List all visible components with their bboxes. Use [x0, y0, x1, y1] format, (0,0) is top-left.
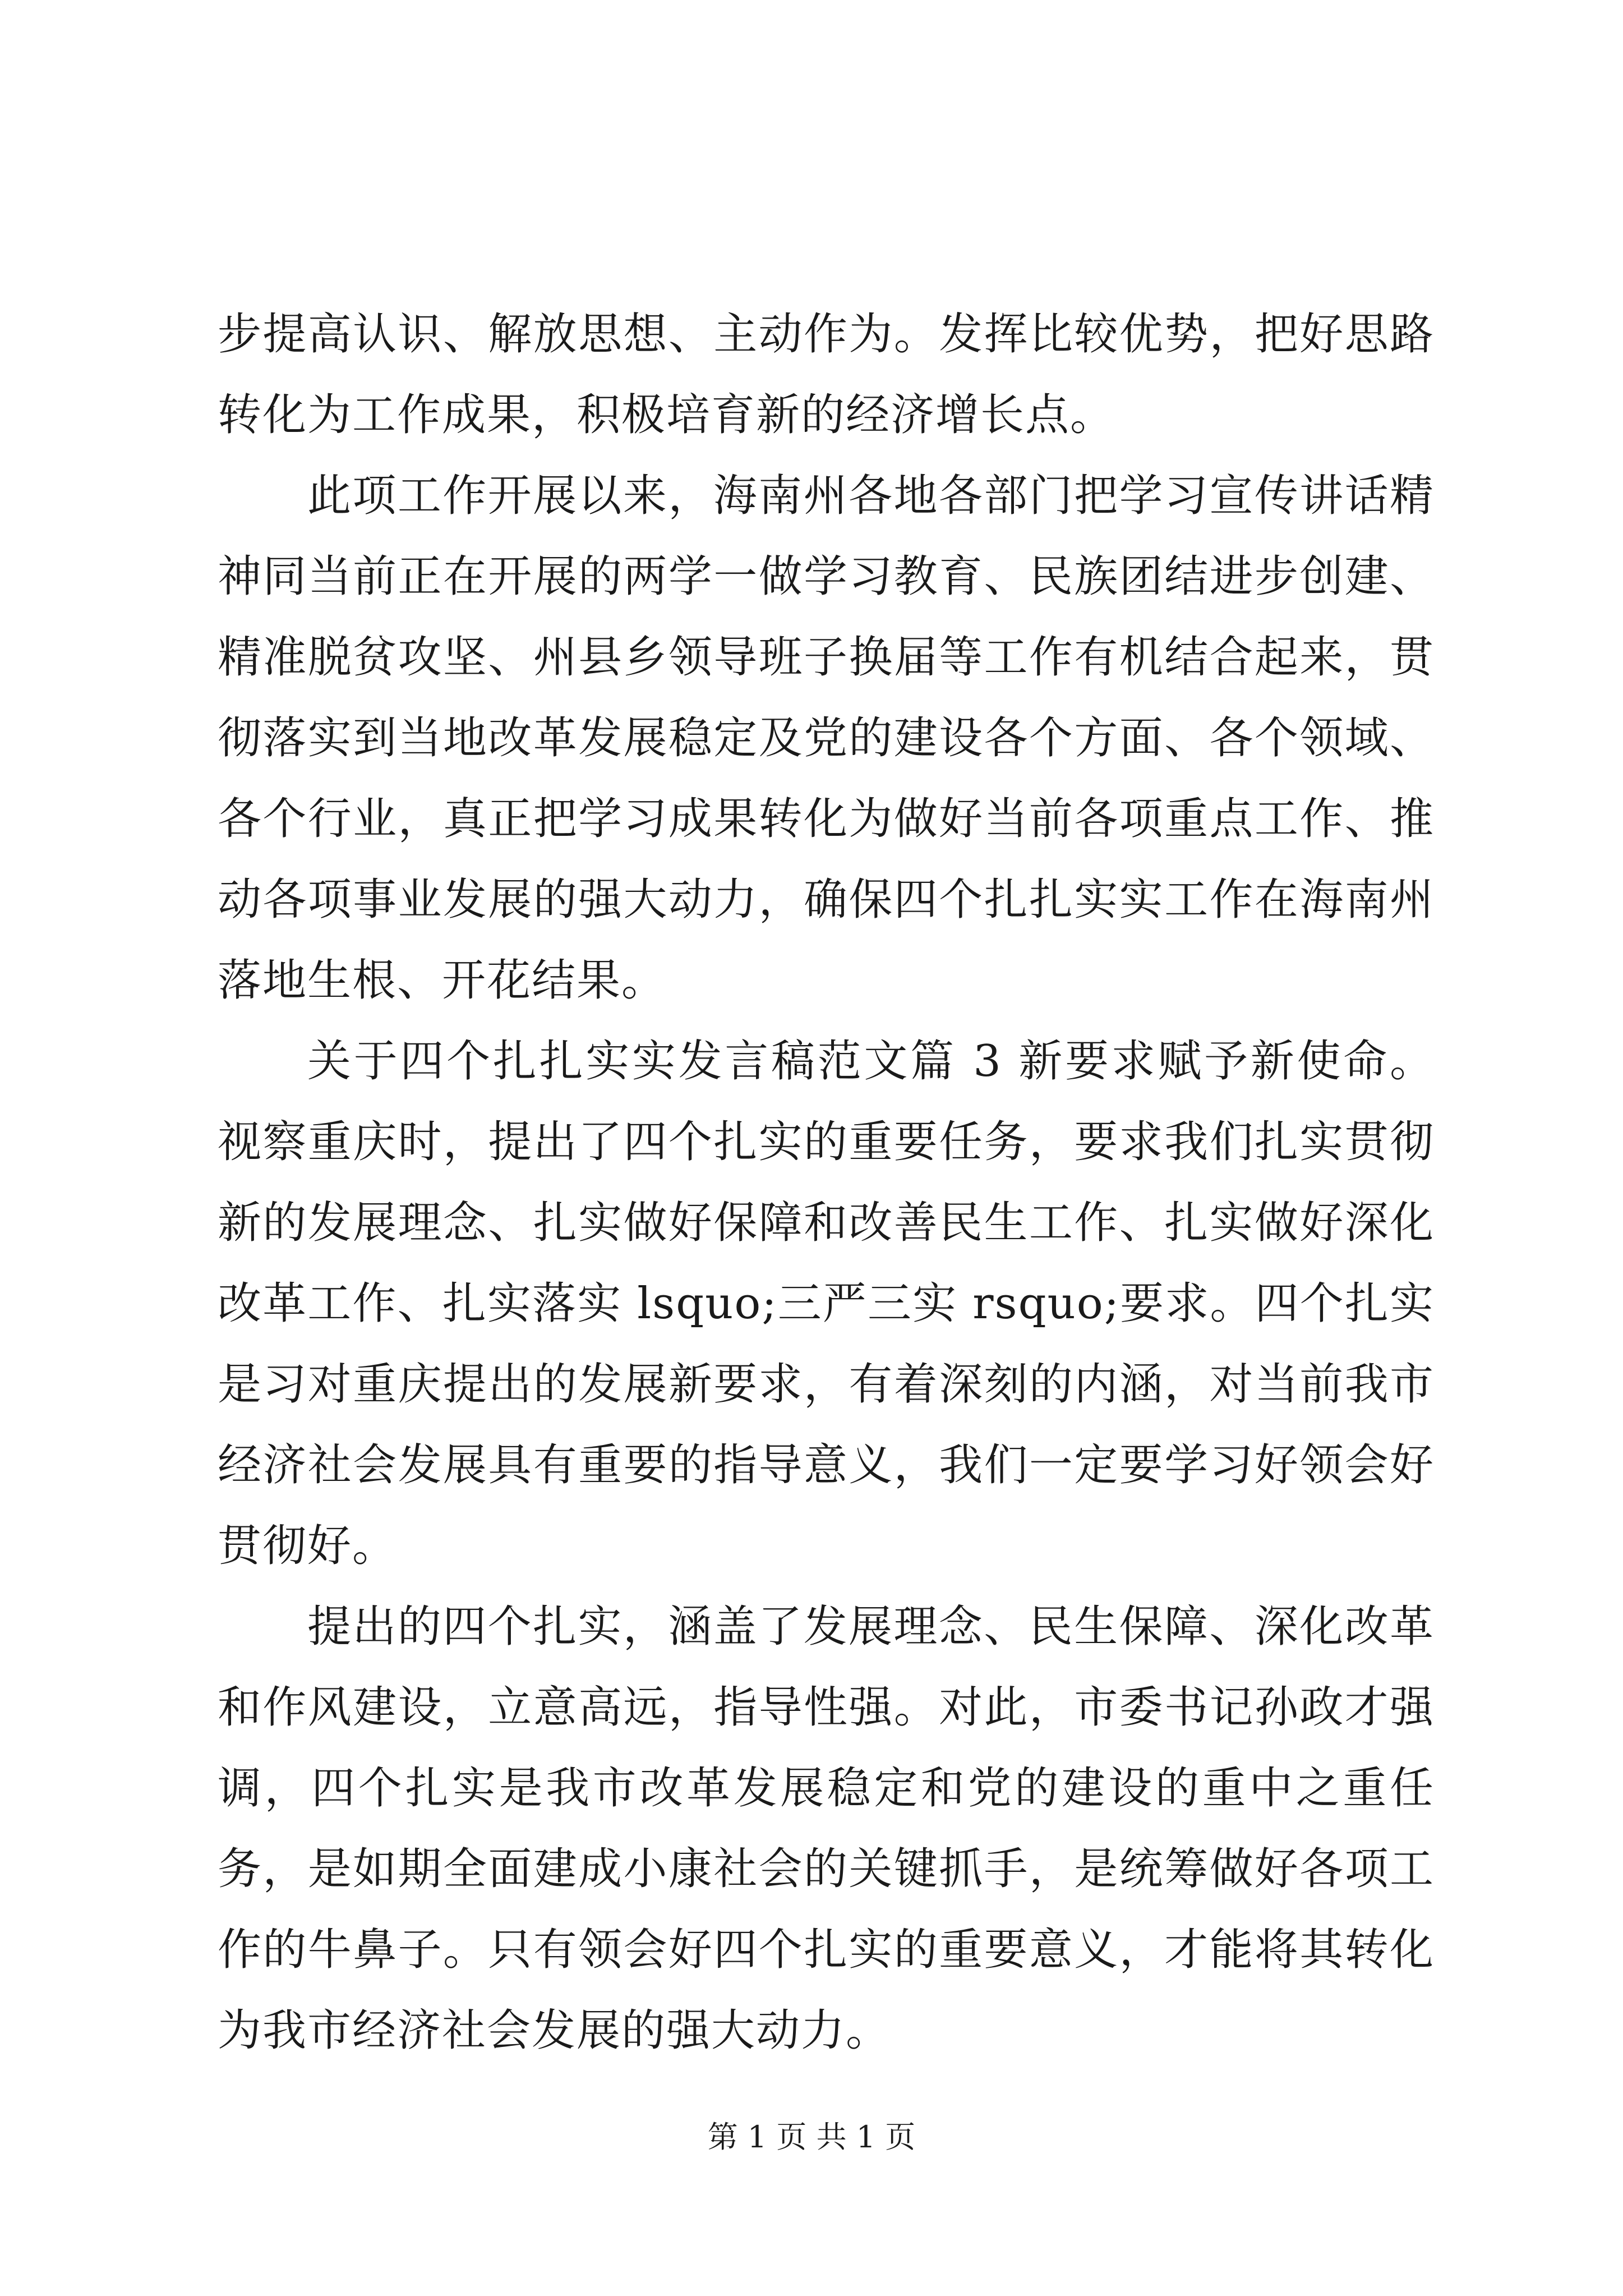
page-number-footer: 第 1 页 共 1 页 — [707, 2119, 916, 2155]
paragraph-2: 此项工作开展以来，海南州各地各部门把学习宣传讲话精神同当前正在开展的两学一做学习教育、民族团结进步创建、精准脱贫攻坚、州县乡领导班子换届等工作有机结合起来，贯彻落实到当地改革发展稳定及党的建设各个方面、各个领域、各个行业，真正把学习成果转化为做好当前各项重点工作、推动各项事业发展的强大动力，确保四个扎扎实实工作在海南州落地生根、开花结果。 — [218, 471, 1435, 1006]
paragraph-4: 提出的四个扎实，涵盖了发展理念、民生保障、深化改革和作风建设，立意高远，指导性强。对此，市委书记孙政才强调，四个扎实是我市改革发展稳定和党的建设的重中之重任务，是如期全面建成小康社会的关键抓手，是统筹做好各项工作的牛鼻子。只有领会好四个扎实的重要意义，才能将其转化为我市经济社会发展的强大动力。 — [218, 1602, 1435, 2056]
paragraph-3: 关于四个扎扎实实发言稿范文篇 3 新要求赋予新使命。视察重庆时，提出了四个扎实的重要任务，要求我们扎实贯彻新的发展理念、扎实做好保障和改善民生工作、扎实做好深化改革工作、扎实落实 lsquo;三严三实 rsquo;要求。四个扎实是习对重庆提出的发展新要求，有着深刻的内涵，对当前我市经济社会发展具有重要的指导意义，我们一定要学习好领会好贯彻好。 — [218, 1036, 1435, 1571]
document-body — [218, 294, 1435, 2071]
paragraph-1: 步提高认识、解放思想、主动作为。发挥比较优势，把好思路转化为工作成果，积极培育新的经济增长点。 — [218, 309, 1435, 440]
